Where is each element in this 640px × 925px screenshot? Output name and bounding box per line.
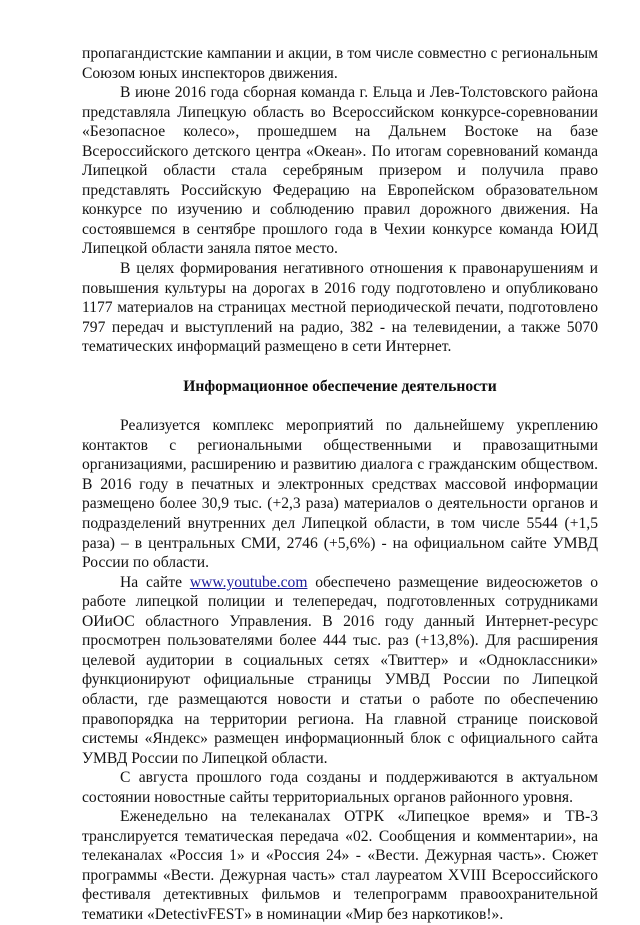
spacer [82,357,598,377]
spacer [82,396,598,416]
youtube-prefix: На сайте [120,573,190,591]
paragraph-civil-society: Реализуется комплекс мероприятий по дальнейшему укреплению контактов с региональными общественными и правозащитными организациями, расширению и развитию диалога с гражданским обществом. В 2016 году в печатных и электронных средствах массовой информации размещено более 30,9 тыс. (+2,3 раза) материалов о деятельности органов и подразделений внутренних дел Липецкой области, в том числе 5544 (+1,5 раза) – в центральных СМИ, 2746 (+5,6%) - на официальном сайте УМВД России по области. [82,417,598,572]
paragraph-propaganda: пропагандистские кампании и акции, в том числе совместно с региональным Союзом юных инспекторов движения. [82,45,598,82]
youtube-suffix: обеспечено размещение видеосюжетов о работе липецкой полиции и телепередач, подготовленных сотрудниками ОИиОС областного Управления. В 2016 году данный Интернет-ресурс просмотрен пользователями более 444 тыс. раз (+13,8%). Для расширения целевой аудитории в социальных сетях «Твиттер» и «Одноклассники» функционируют официальные страницы УМВД России по Липецкой области, где размещаются новости и статьи о работе по обеспечению правопорядка на территории региона. На главной странице поисковой системы «Яндекс» размещен информационный блок с официального сайта УМВД России по Липецкой области. [82,573,599,767]
paragraph-youtube [82,573,598,768]
paragraph-media-materials: В целях формирования негативного отношения к правонарушениям и повышения культуры на дорогах в 2016 году подготовлено и опубликовано 1177 материалов на страницах местной периодической печати, подготовлено 797 передач и выступлений на радио, 382 - на телевидении, а также 5070 тематических информаций размещено в сети Интернет. [82,260,598,356]
section-heading: Информационное обеспечение деятельности [183,377,497,395]
youtube-link[interactable]: www.youtube.com [189,573,308,591]
paragraph-news-sites: С августа прошлого года созданы и поддерживаются в актуальном состоянии новостные сайты территориальных органов районного уровня. [82,769,598,806]
document-page [82,44,598,925]
paragraph-tv-programs: Еженедельно на телеканалах ОТРК «Липецкое время» и ТВ-3 транслируется тематическая передача «02. Сообщения и комментарии», на телеканалах «Россия 1» и «Россия 24» - «Вести. Дежурная часть». Сюжет программы «Вести. Дежурная часть» стал лауреатом XVIII Всероссийского фестиваля детективных фильмов и телепрограмм правоохранительной тематики «DetectivFEST» в номинации «Мир без наркотиков!». [82,808,598,923]
paragraph-safe-wheel: В июне 2016 года сборная команда г. Ельца и Лев-Толстовского района представляла Липецкую область во Всероссийском конкурсе-соревновании «Безопасное колесо», прошедшем на Дальнем Востоке на базе Всероссийского детского центра «Океан». По итогам соревнований команда Липецкой области стала серебряным призером и получила право представлять Российскую Федерацию на Европейском образовательном конкурсе по изучению и соблюдению правил дорожного движения. На состоявшемся в сентябре прошлого года в Чехии конкурсе команда ЮИД Липецкой области заняла пятое место. [82,84,598,258]
